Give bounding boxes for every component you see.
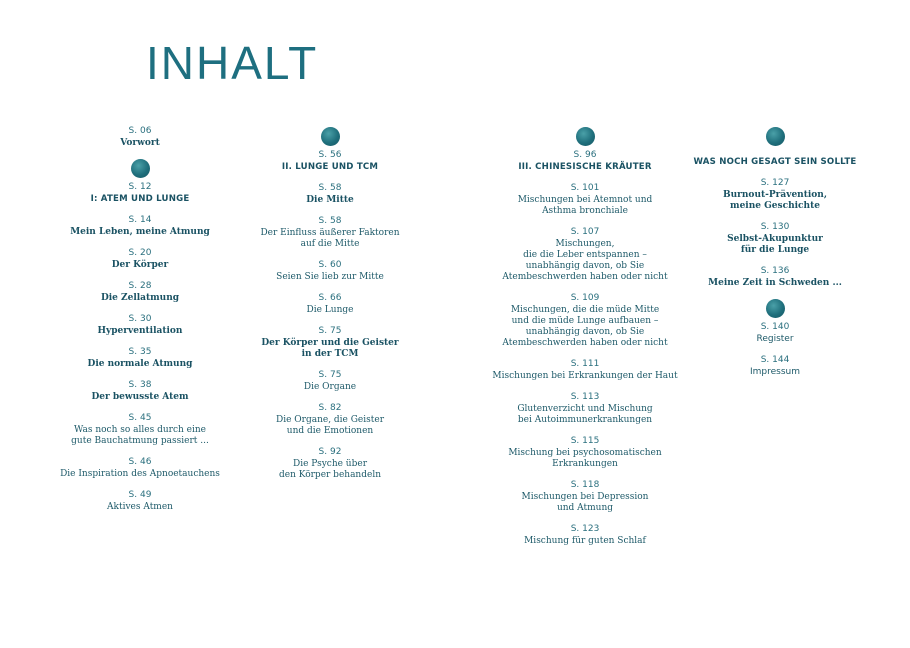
page-number: S. 109: [570, 293, 600, 303]
page-number: S. 56: [318, 150, 342, 160]
entry-title: Mein Leben, meine Atmung: [70, 227, 210, 237]
page-number: S. 111: [570, 359, 600, 369]
section-dot-icon: [766, 299, 785, 318]
entry-title: Die Psyche über den Körper behandeln: [278, 459, 381, 480]
entry-title: Register: [756, 334, 794, 344]
entry-title: Mischungen bei Atemnot und Asthma bronchiale: [517, 195, 653, 216]
toc-entry[interactable]: [50, 413, 230, 447]
toc-section-2[interactable]: [250, 150, 410, 173]
entry-title: Was noch so alles durch eine gute Bauchatmung passiert ...: [71, 425, 209, 446]
page-number: S. 82: [318, 403, 342, 413]
page-number: S. 14: [128, 215, 152, 225]
page-number: S. 140: [760, 322, 790, 332]
page-number: S. 49: [128, 490, 152, 500]
toc-entry[interactable]: [50, 490, 230, 513]
page-number: S. 38: [128, 380, 152, 390]
toc-entry[interactable]: [490, 359, 680, 382]
toc-entry[interactable]: [490, 436, 680, 470]
toc-entry[interactable]: [490, 183, 680, 217]
entry-title: Hyperventilation: [97, 326, 183, 336]
entry-title: Die Organe, die Geister und die Emotionen: [275, 415, 385, 436]
entry-title: Mischungen bei Depression und Atmung: [521, 492, 649, 513]
toc-entry[interactable]: [490, 227, 680, 283]
entry-title: Selbst-Akupunktur für die Lunge: [727, 234, 823, 255]
toc-entry[interactable]: [690, 266, 860, 289]
section-title: II. LUNGE UND TCM: [281, 162, 379, 172]
page-number: S. 28: [128, 281, 152, 291]
toc-entry[interactable]: [250, 260, 410, 283]
page-number: S. 136: [760, 266, 790, 276]
entry-title: Die Zellatmung: [100, 293, 180, 303]
section-dot-icon: [131, 159, 150, 178]
section-dot-icon: [766, 127, 785, 146]
entry-title: Mischungen bei Erkrankungen der Haut: [492, 371, 678, 381]
entry-title: Impressum: [749, 367, 801, 377]
page-number: S. 101: [570, 183, 600, 193]
page-number: S. 35: [128, 347, 152, 357]
toc-entry[interactable]: [250, 447, 410, 481]
section-dot-icon: [321, 127, 340, 146]
toc-entry[interactable]: [690, 322, 860, 345]
toc-entry-vorwort[interactable]: [50, 126, 230, 149]
entry-title: Burnout-Prävention, meine Geschichte: [723, 190, 827, 211]
toc-entry[interactable]: [690, 222, 860, 256]
entry-title: Die Organe: [303, 382, 357, 392]
toc-entry[interactable]: [50, 347, 230, 370]
entry-title: Seien Sie lieb zur Mitte: [276, 272, 384, 282]
page-number: S. 58: [318, 216, 342, 226]
entry-title: Mischungen, die die müde Mitte und die müde Lunge aufbauen – unabhängig davon, ob Sie Atembeschwerden haben oder nicht: [502, 305, 668, 348]
toc-entry[interactable]: [50, 215, 230, 238]
section-dot-icon: [576, 127, 595, 146]
toc-entry[interactable]: [50, 314, 230, 337]
page-number: S. 46: [128, 457, 152, 467]
page-number: S. 127: [760, 178, 790, 188]
toc-entry[interactable]: [490, 293, 680, 349]
entry-title: Die normale Atmung: [87, 359, 193, 369]
toc-entry[interactable]: [50, 457, 230, 480]
section-title: WAS NOCH GESAGT SEIN SOLLTE: [693, 157, 857, 167]
entry-title: Mischung bei psychosomatischen Erkrankungen: [508, 448, 662, 469]
entry-title: Der Einfluss äußerer Faktoren auf die Mitte: [260, 228, 400, 249]
entry-title: Die Mitte: [306, 195, 354, 205]
toc-entry[interactable]: [250, 216, 410, 250]
entry-title: Mischungen, die die Leber entspannen – unabhängig davon, ob Sie Atembeschwerden haben oder nicht: [502, 239, 668, 282]
page-number: S. 45: [128, 413, 152, 423]
toc-entry[interactable]: [250, 403, 410, 437]
toc-entry[interactable]: [690, 355, 860, 378]
toc-entry[interactable]: [490, 524, 680, 547]
entry-title: Die Inspiration des Apnoetauchens: [60, 469, 220, 479]
entry-title: Der Körper und die Geister in der TCM: [261, 338, 399, 359]
page-number: S. 130: [760, 222, 790, 232]
toc-entry[interactable]: [250, 293, 410, 316]
page-number: S. 123: [570, 524, 600, 534]
entry-title: Mischung für guten Schlaf: [524, 536, 646, 546]
entry-title: Glutenverzicht und Mischung bei Autoimmunerkrankungen: [517, 404, 653, 425]
page-number: S. 75: [318, 326, 342, 336]
toc-entry[interactable]: [490, 480, 680, 514]
toc-entry[interactable]: [250, 326, 410, 360]
entry-title: Der bewusste Atem: [91, 392, 189, 402]
toc-entry[interactable]: [250, 183, 410, 206]
page-number: S. 144: [760, 355, 790, 365]
entry-title: Meine Zeit in Schweden ...: [708, 278, 842, 288]
page-number: S. 20: [128, 248, 152, 258]
page-number: S. 58: [318, 183, 342, 193]
toc-entry[interactable]: [690, 178, 860, 212]
section-title: I: ATEM UND LUNGE: [90, 194, 190, 204]
page-number: S. 96: [573, 150, 597, 160]
toc-column-1: [50, 126, 230, 523]
page-number: S. 12: [128, 182, 152, 192]
toc-section-3[interactable]: [490, 150, 680, 173]
entry-title: Der Körper: [111, 260, 169, 270]
page-number: S. 115: [570, 436, 600, 446]
toc-entry[interactable]: [490, 392, 680, 426]
page-number: S. 30: [128, 314, 152, 324]
toc-section-4[interactable]: [690, 157, 860, 168]
toc-entry[interactable]: [50, 248, 230, 271]
entry-title: Die Lunge: [306, 305, 354, 315]
page-number: S. 06: [128, 126, 152, 136]
toc-column-4: [690, 127, 860, 388]
section-title: III. CHINESISCHE KRÄUTER: [518, 162, 652, 172]
toc-column-3: [490, 127, 680, 557]
page-number: S. 118: [570, 480, 600, 490]
toc-column-2: [250, 127, 410, 491]
page-number: S. 92: [318, 447, 342, 457]
page-number: S. 107: [570, 227, 600, 237]
toc-entry[interactable]: [50, 281, 230, 304]
toc-section-1[interactable]: [50, 182, 230, 205]
page-number: S. 113: [570, 392, 600, 402]
page-number: S. 75: [318, 370, 342, 380]
page-number: S. 60: [318, 260, 342, 270]
toc-entry[interactable]: [50, 380, 230, 403]
toc-entry[interactable]: [250, 370, 410, 393]
entry-title: Aktives Atmen: [107, 502, 173, 512]
page-title: INHALT: [146, 37, 319, 89]
entry-title: Vorwort: [120, 138, 160, 148]
page-number: S. 66: [318, 293, 342, 303]
